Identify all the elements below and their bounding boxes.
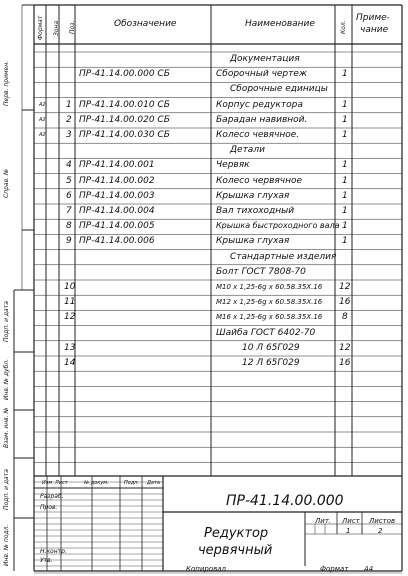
row-quantity: 1 — [342, 190, 348, 201]
header-qty: Кол. — [340, 20, 347, 34]
row-position: 11 — [64, 297, 76, 308]
header-pos: Поз. — [69, 20, 76, 34]
row-position: 4 — [66, 160, 72, 171]
stamp-date: Дата — [147, 480, 160, 486]
row-name: М10 х 1,25-6g х 60.58.35Х.16 — [216, 283, 323, 291]
row-designation: ПР-41.14.00.020 СБ — [79, 114, 170, 125]
label-sign-date-2: Подп. и дата — [3, 469, 10, 510]
row-quantity: 1 — [342, 236, 348, 247]
row-designation: ПР-41.14.00.002 — [79, 175, 155, 186]
row-position: 12 — [64, 312, 76, 323]
label-inv-orig: Инв. № подл. — [3, 524, 10, 566]
row-position: 13 — [64, 342, 76, 353]
stamp-lit-label: Лит. — [315, 517, 332, 525]
row-position: 9 — [66, 236, 72, 247]
row-name: Корпус редуктора — [216, 99, 303, 110]
header-note-2: чание — [360, 25, 389, 35]
stamp-izm: Изм — [42, 480, 53, 486]
stamp-format-value: А4 — [364, 565, 374, 573]
row-quantity: 12 — [339, 282, 351, 292]
row-designation: ПР-41.14.00.004 — [79, 206, 155, 216]
stamp-title-1: Редуктор — [204, 526, 269, 541]
label-sign-date-1: Подп. и дата — [3, 301, 10, 342]
row-name: Вал тихоходный — [216, 206, 295, 216]
row-name: Червяк — [216, 160, 250, 171]
row-name: Сборочный чертеж — [216, 69, 308, 80]
row-quantity: 1 — [342, 99, 348, 110]
stamp-format-label: Формат — [320, 565, 349, 573]
row-quantity: 1 — [342, 130, 348, 140]
header-note-1: Приме- — [356, 13, 390, 23]
stamp-sheets-value: 2 — [378, 527, 383, 535]
row-position: 8 — [66, 221, 72, 232]
row-name: 10 Л 65Г029 — [242, 342, 300, 353]
row-name: Крышка быстроходного вала — [216, 221, 340, 231]
row-designation: ПР-41.14.00.006 — [79, 236, 155, 247]
stamp-nkontr: Н.контр. — [40, 548, 67, 555]
stamp-sheets-label: Листов — [369, 517, 396, 525]
stamp-title-2: червячный — [198, 543, 273, 558]
row-quantity: 16 — [339, 358, 351, 368]
label-inv-dubl: Инв. № дубл. — [3, 358, 10, 400]
row-quantity: 1 — [342, 221, 348, 232]
row-position: 14 — [64, 358, 76, 368]
stamp-designation: ПР-41.14.00.000 — [226, 493, 344, 509]
header-format: Формат — [37, 15, 44, 40]
row-position: 2 — [66, 114, 72, 125]
row-quantity: 8 — [342, 312, 348, 323]
row-name: Колесо чевячное. — [216, 130, 300, 140]
row-position: 7 — [66, 206, 72, 216]
row-name: М12 х 1,25-6g х 60.58.35Х.16 — [216, 298, 323, 307]
stamp-sheet-value: 1 — [346, 527, 351, 535]
stamp-prov: Пров. — [40, 504, 58, 511]
stamp-sign: Подп. — [124, 480, 140, 486]
row-designation: ПР-41.14.00.010 СБ — [79, 99, 170, 110]
row-format: А2 — [39, 132, 46, 138]
row-quantity: 16 — [339, 297, 351, 308]
label-vzam-inv: Взам. инв. № — [3, 407, 10, 448]
label-ref-no: Справ. № — [3, 168, 10, 198]
row-quantity: 1 — [342, 206, 348, 216]
specification-sheet: Формат Зона Поз. Обозначение Наименование Кол. Приме- чание Перв. примен. Справ. № Подп. и дата Инв. № дубл. Взам. инв. № Подп. и дата Инв. № подл. Документация ПР-41.14.00.000 СБ Сборочный чертеж 1 Сборочные единицы А2 1 ПР-41.14.00.010 СБ Корпус редуктора 1 А2 2 ПР-41.14.00.020 СБ Барадан навивной. 1 А2 3 ПР-41.14.00.030 СБ Колесо чевячное. 1 Детали 4 ПР-41.14.00.001 Червяк 1 5 ПР-41.14.00.002 Колесо червячное 1 6 ПР-41.14.00.003 Крышка глухая 1 7 ПР-41.14.00.004 Вал тихоходный 1 8 ПР-41.14.00.005 Крышка быстроходного вала 1 9 ПР-41.14.00.006 Крышка глухая 1 Стандартные изделия Болт ГОСТ 7808-70 10 М10 х 1,25-6g х 60.58.35Х.16 12 11 М12 х 1,25-6g х 60.58.35Х.16 16 12 М16 х 1,25-6g х 60.58.35Х.16 8 Шайба ГОСТ 6402-70 13 10 Л 65Г029 12 14 12 Л 65Г029 16 Изм Лист № докум. Подп. Дата Разраб. Пров. Н.контр. Утв. ПР-41.14.00.000 Редуктор червячный Лит. Лист Листов 1 2 Копировал Формат А4 — [0, 0, 408, 576]
header-name: Наименование — [245, 19, 315, 29]
row-designation: ПР-41.14.00.000 СБ — [79, 69, 170, 80]
stamp-sheet-label: Лист — [342, 517, 360, 525]
row-quantity: 12 — [339, 342, 351, 353]
row-position: 6 — [66, 190, 72, 201]
row-name: Болт ГОСТ 7808-70 — [216, 266, 306, 277]
row-quantity: 1 — [342, 175, 348, 186]
header-zone: Зона — [53, 20, 60, 36]
stamp-list: Лист — [55, 480, 68, 486]
stamp-razrab: Разраб. — [40, 493, 64, 500]
row-position: 10 — [64, 282, 76, 292]
row-quantity: 1 — [342, 114, 348, 125]
row-position: 1 — [66, 99, 72, 110]
row-name: М16 х 1,25-6g х 60.58.35Х.16 — [216, 313, 323, 322]
row-name: Барадан навивной. — [216, 114, 308, 125]
row-designation: ПР-41.14.00.030 СБ — [79, 130, 170, 140]
stamp-copied: Копировал — [186, 565, 226, 573]
row-name: Крышка глухая — [216, 190, 290, 201]
row-name: 12 Л 65Г029 — [242, 358, 300, 368]
row-name: Крышка глухая — [216, 236, 290, 247]
stamp-utv: Утв. — [40, 557, 53, 564]
row-name: Шайба ГОСТ 6402-70 — [216, 327, 316, 338]
row-format: А2 — [39, 116, 46, 123]
row-designation: ПР-41.14.00.001 — [79, 160, 155, 171]
header-designation: Обозначение — [114, 19, 177, 29]
row-quantity: 1 — [342, 69, 348, 80]
row-designation: ПР-41.14.00.005 — [79, 221, 155, 232]
row-position: 5 — [66, 175, 72, 186]
row-designation: ПР-41.14.00.003 — [79, 190, 155, 201]
row-position: 3 — [66, 130, 72, 140]
label-first-use: Перв. примен. — [3, 60, 10, 106]
row-format: А2 — [39, 101, 46, 108]
row-quantity: 1 — [342, 160, 348, 171]
row-name: Колесо червячное — [216, 175, 303, 186]
stamp-doc: № докум. — [84, 480, 109, 486]
